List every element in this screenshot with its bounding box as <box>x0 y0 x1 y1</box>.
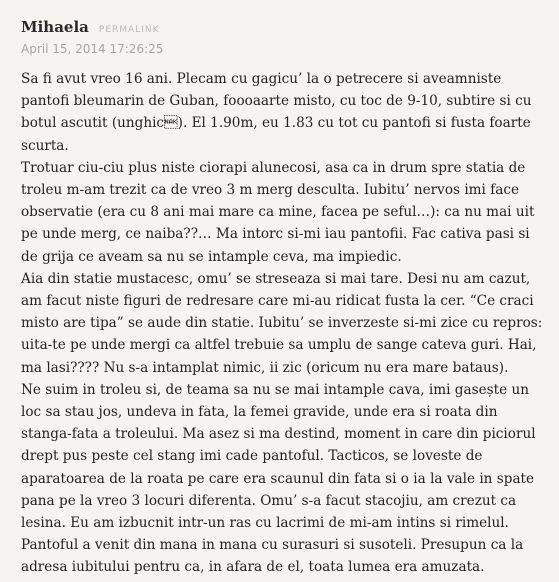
permalink-link[interactable]: PERMALINK <box>98 25 160 35</box>
comment-author: Mihaela <box>21 18 89 36</box>
comment-paragraph: Sa fi avut vreo 16 ani. Plecam cu gagicu’ la o petrecere si aveamniste pantofi bleumarin de Guban, foooaarte misto, cu toc de 9-10, subtire si cu botul ascutit (unghic). El 1.90m, eu 1.83 cu tot cu pantofi si fusta foarte scurta. <box>21 71 532 154</box>
comment-paragraph: Ne suim in troleu si, de teama sa nu se mai intample cava, imi gasește un loc sa stau jos, undeva in fata, la femei gravide, unde era si roata din stanga-fata a troleului. Ma asez si ma destind, moment in care din piciorul drept pus peste cel stang imi cade pantoful. Tacticos, se loveste de aparatoarea de la roata pe care era scaunul din fata si o ia la vale in spate pana pe la vreo 3 locuri diferenta. Omu’ s-a facut stacojiu, am crezut ca lesina. Eu am izbucnit intr-un ras cu lacrimi de mi-am intins si rimelul. Pantoful a venit din mana in mana cu surasuri si susoteli. Presupun ca la adresa iubitului pentru ca, in afara de el, toata lumea era amuzata. <box>21 381 536 576</box>
comment-paragraph: Aia din statie mustacesc, omu’ se streseaza si mai tare. Desi nu am cazut, am facut niste figuri de redresare care mi-au ridicat fusta la cer. “Ce craci misto are tipa” se aude din statie. Iubitu’ se inverzeste si-mi zice cu repros: uita-te pe unde mergi ca altfel trebuie sa umplu de sange cateva guri. Hai, ma lasi???? Nu s-a intamplat nimic, ii zic (oricum nu era mare bataus). <box>21 270 543 376</box>
comment-body <box>21 68 543 579</box>
comment-paragraph: Trotuar ciu-ciu plus niste ciorapi alunecosi, asa ca in drum spre statia de troleu m-am trezit ca de vreo 3 m merg desculta. Iubitu’ nervos imi face observatie (era cu 8 ani mai mare ca mine, facea pe seful…): ca nu mai uit pe unde merg, ce naiba??… Ma intorc si-mi iau pantofii. Fac cativa pasi si de grija ce aveam sa nu se intample ceva, ma impiedic. <box>21 159 535 265</box>
comment-header <box>21 18 539 36</box>
comment-timestamp: April 15, 2014 17:26:25 <box>21 42 164 56</box>
